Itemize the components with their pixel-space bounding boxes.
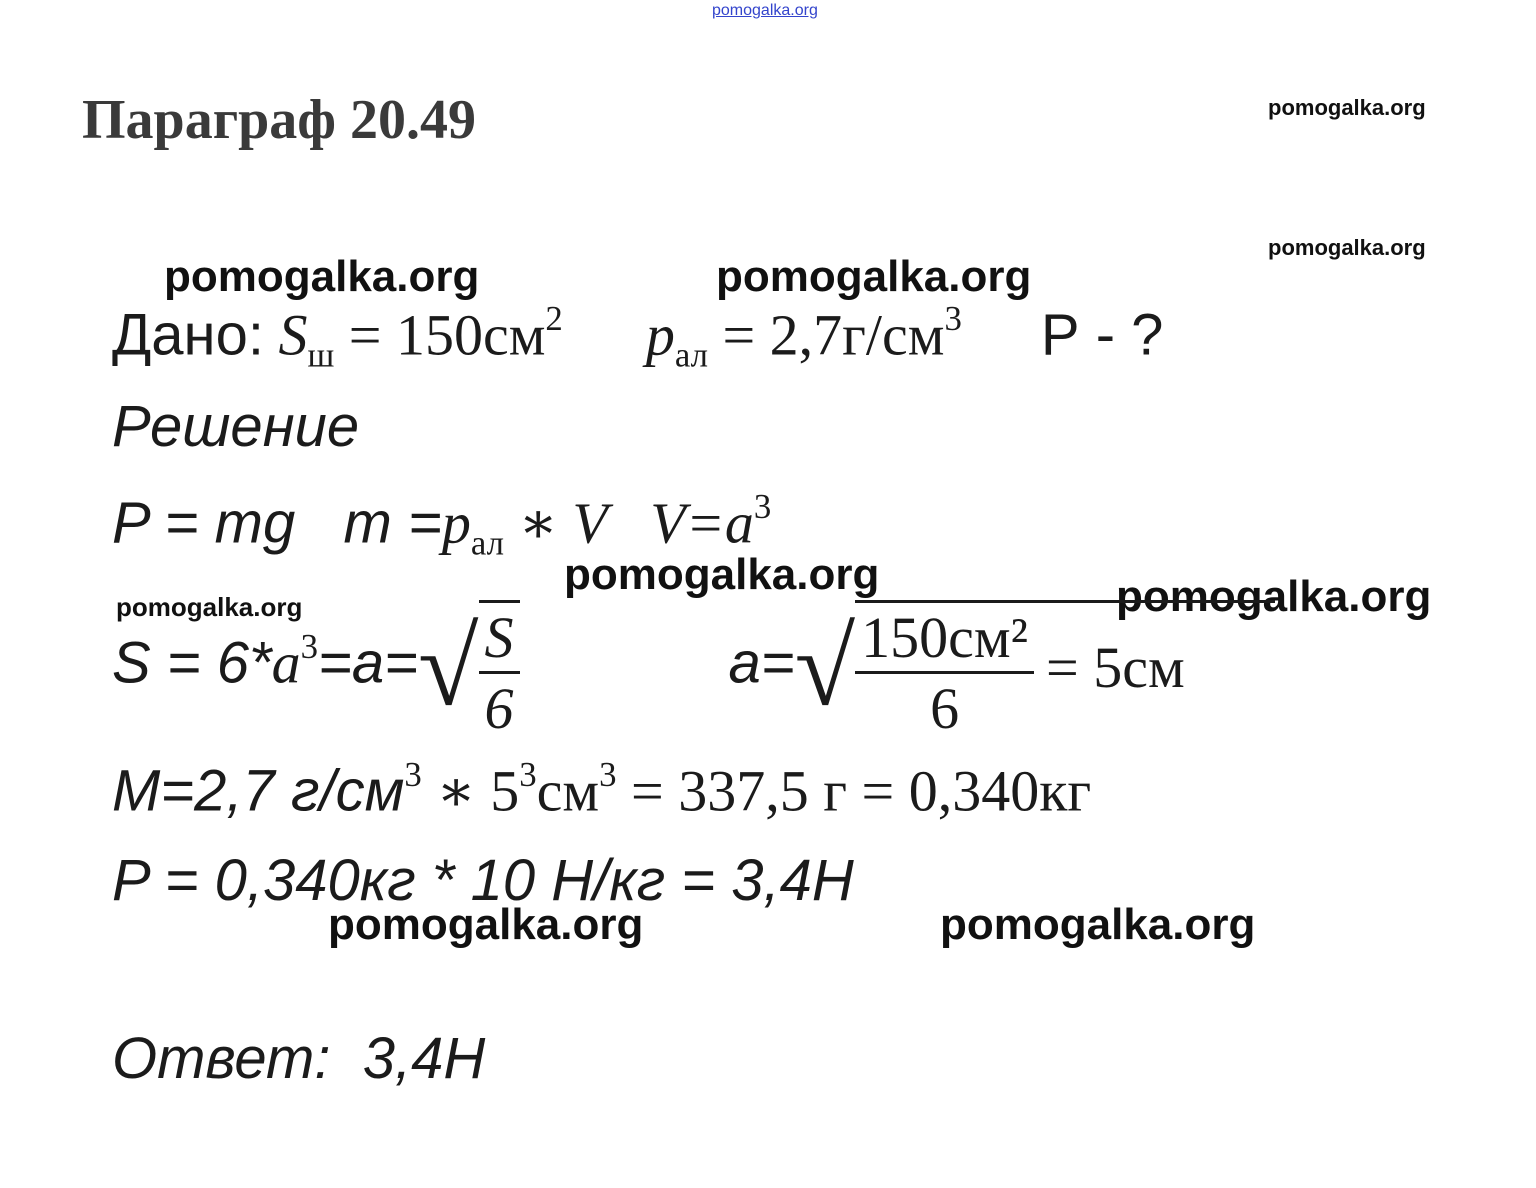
given-find: Р - ? <box>1040 302 1164 368</box>
given-line <box>112 299 1164 375</box>
given-s-subscript: ш <box>307 335 335 375</box>
site-link-top[interactable]: pomogalka.org <box>712 2 818 19</box>
formula-1-part-a: P = mg m = <box>112 490 442 556</box>
formula-3-part-c: см <box>536 758 600 824</box>
formula-line-1 <box>112 487 772 563</box>
sqrt-icon: √ <box>418 606 479 729</box>
fraction-150-over-6 <box>855 605 1034 741</box>
formula-3-part-d: = 337,5 г = 0,340кг <box>616 758 1092 824</box>
watermark-large: pomogalka.org <box>1116 572 1432 621</box>
formula-1-part-b: ∗ V V= <box>503 490 725 556</box>
solution-heading: Решение <box>112 394 360 459</box>
formula-2-a-exponent: 3 <box>300 626 319 666</box>
given-s-exponent: 2 <box>545 299 563 338</box>
answer-line: Ответ: 3,4Н <box>112 1026 486 1091</box>
watermark-large: pomogalka.org <box>164 252 480 301</box>
fraction-1-numerator: S <box>479 609 520 674</box>
fraction-2-denominator: 6 <box>930 676 960 741</box>
formula-1-p-subscript: ал <box>470 523 504 563</box>
watermark-large: pomogalka.org <box>716 252 1032 301</box>
formula-3-c-exponent: 3 <box>599 755 617 794</box>
formula-3-b-exponent: 3 <box>519 755 537 794</box>
formula-line-2 <box>112 600 1275 741</box>
formula-2-part-b: =a= <box>318 630 419 696</box>
formula-line-4: P = 0,340кг * 10 Н/кг = 3,4Н <box>112 848 854 913</box>
sqrt-icon: √ <box>794 606 856 729</box>
fraction-1-denominator: 6 <box>484 676 514 741</box>
formula-1-p-symbol: p <box>441 490 471 556</box>
watermark-large: pomogalka.org <box>940 900 1256 949</box>
formula-3-part-a: M=2,7 г/см <box>112 758 405 824</box>
fraction-2-numerator: 150см² <box>855 609 1034 674</box>
formula-2-part-c: a= <box>728 630 795 696</box>
watermark-small: pomogalka.org <box>1268 235 1426 260</box>
fraction-s-over-6 <box>479 605 520 741</box>
given-p-exponent: 3 <box>944 299 962 338</box>
watermark-small: pomogalka.org <box>116 592 303 622</box>
watermark-large: pomogalka.org <box>328 900 644 949</box>
formula-3-part-b: ∗ 5 <box>421 758 520 824</box>
given-label: Дано: <box>112 302 264 368</box>
formula-2-a-symbol: a <box>271 630 301 696</box>
given-s-symbol: S <box>278 302 308 368</box>
given-p-symbol: p <box>645 302 675 368</box>
formula-1-a-exponent: 3 <box>753 487 772 526</box>
watermark-small: pomogalka.org <box>1268 95 1426 120</box>
page-title: Параграф 20.49 <box>82 89 477 151</box>
given-p-subscript: ал <box>674 335 708 375</box>
given-p-value: = 2,7г/см <box>722 302 945 368</box>
formula-2-part-a: S = 6* <box>112 630 272 696</box>
formula-1-a-symbol: a <box>724 490 754 556</box>
formula-line-3 <box>112 755 1092 824</box>
formula-3-a-exponent: 3 <box>404 755 422 794</box>
given-s-value: = 150см <box>348 302 546 368</box>
watermark-large: pomogalka.org <box>564 550 880 599</box>
formula-2-result: = 5см <box>1045 634 1185 700</box>
